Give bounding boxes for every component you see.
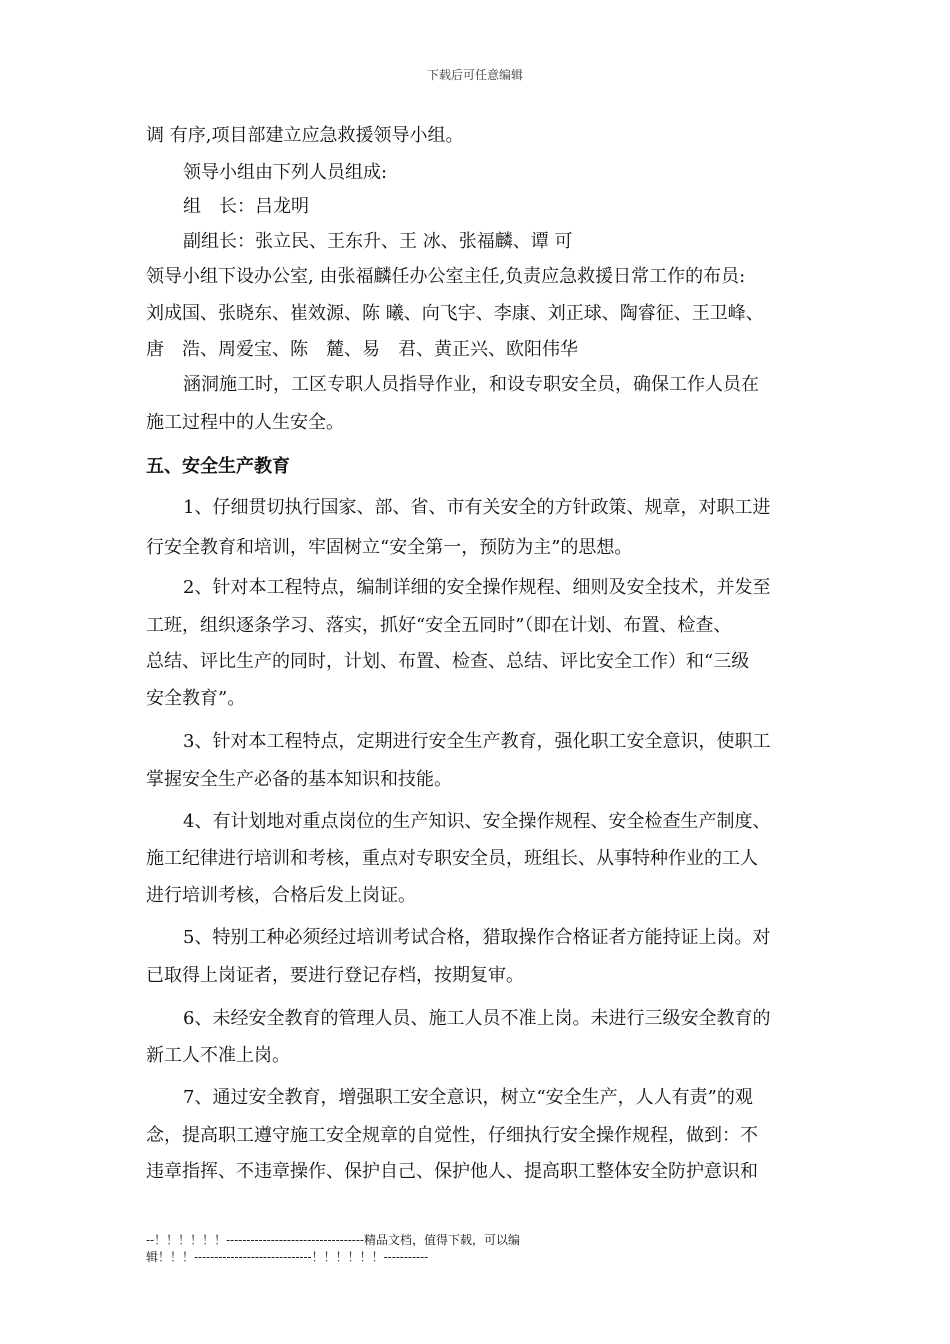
text-line: 掌握安全生产必备的基本知识和技能。: [146, 769, 452, 790]
text-line: 副组长：张立民、王东升、王 冰、张福麟、谭 可: [183, 231, 573, 252]
text-line: 总结、评比生产的同时，计划、布置、检查、总结、评比安全工作）和“三级: [146, 651, 750, 672]
text-line: 新工人不准上岗。: [146, 1045, 290, 1066]
text-line: 工班，组织逐条学习、落实，抓好“安全五同时”（即在计划、布置、检查、: [146, 615, 732, 636]
text-line: 施工过程中的人生安全。: [146, 412, 344, 433]
text-line: 4、有计划地对重点岗位的生产知识、安全操作规程、安全检查生产制度、: [183, 811, 771, 832]
text-line: 刘成国、张晓东、崔效源、陈 曦、向飞宇、李康、刘正球、陶睿征、王卫峰、: [146, 303, 764, 324]
text-line: 念，提高职工遵守施工安全规章的自觉性，仔细执行安全操作规程，做到：不: [146, 1125, 758, 1146]
text-line: 1、仔细贯切执行国家、部、省、市有关安全的方针政策、规章，对职工进: [183, 497, 771, 518]
text-line: 违章指挥、不违章操作、保护自己、保护他人、提高职工整体安全防护意识和: [146, 1161, 758, 1182]
text-line: 领导小组下设办公室, 由张福麟任办公室主任,负责应急救援日常工作的布员:: [146, 266, 746, 287]
section-heading: 五、安全生产教育: [146, 456, 290, 477]
text-line: 2、针对本工程特点，编制详细的安全操作规程、细则及安全技术，并发至: [183, 577, 771, 598]
footer-line: 辑！！！-----------------------------！！！！！！-----------: [146, 1250, 429, 1264]
text-line: 施工纪律进行培训和考核，重点对专职安全员，班组长、从事特种作业的工人: [146, 848, 758, 869]
text-line: 组 长：吕龙明: [183, 196, 309, 217]
text-line: 进行培训考核，合格后发上岗证。: [146, 885, 416, 906]
text-line: 6、未经安全教育的管理人员、施工人员不准上岗。未进行三级安全教育的: [183, 1008, 771, 1029]
text-line: 领导小组由下列人员组成:: [183, 162, 388, 183]
text-line: 行安全教育和培训，牢固树立“安全第一，预防为主”的思想。: [146, 537, 633, 558]
text-line: 涵洞施工时，工区专职人员指导作业，和设专职安全员，确保工作人员在: [183, 374, 759, 395]
text-line: 7、通过安全教育，增强职工安全意识，树立“安全生产，人人有责”的观: [183, 1087, 753, 1108]
text-line: 调 有序,项目部建立应急救援领导小组。: [146, 125, 464, 146]
text-line: 3、针对本工程特点，定期进行安全生产教育，强化职工安全意识，使职工: [183, 731, 771, 752]
text-line: 已取得上岗证者，要进行登记存档，按期复审。: [146, 965, 524, 986]
text-line: 5、特别工种必须经过培训考试合格，猎取操作合格证者方能持证上岗。对: [183, 927, 771, 948]
page-header: 下载后可任意编辑: [426, 68, 523, 82]
text-line: 安全教育”。: [146, 688, 246, 709]
footer-line: --！！！！！！----------------------------------精品文档，值得下载，可以编: [146, 1233, 520, 1247]
text-line: 唐 浩、周爱宝、陈 麓、易 君、黄正兴、欧阳伟华: [146, 339, 578, 360]
